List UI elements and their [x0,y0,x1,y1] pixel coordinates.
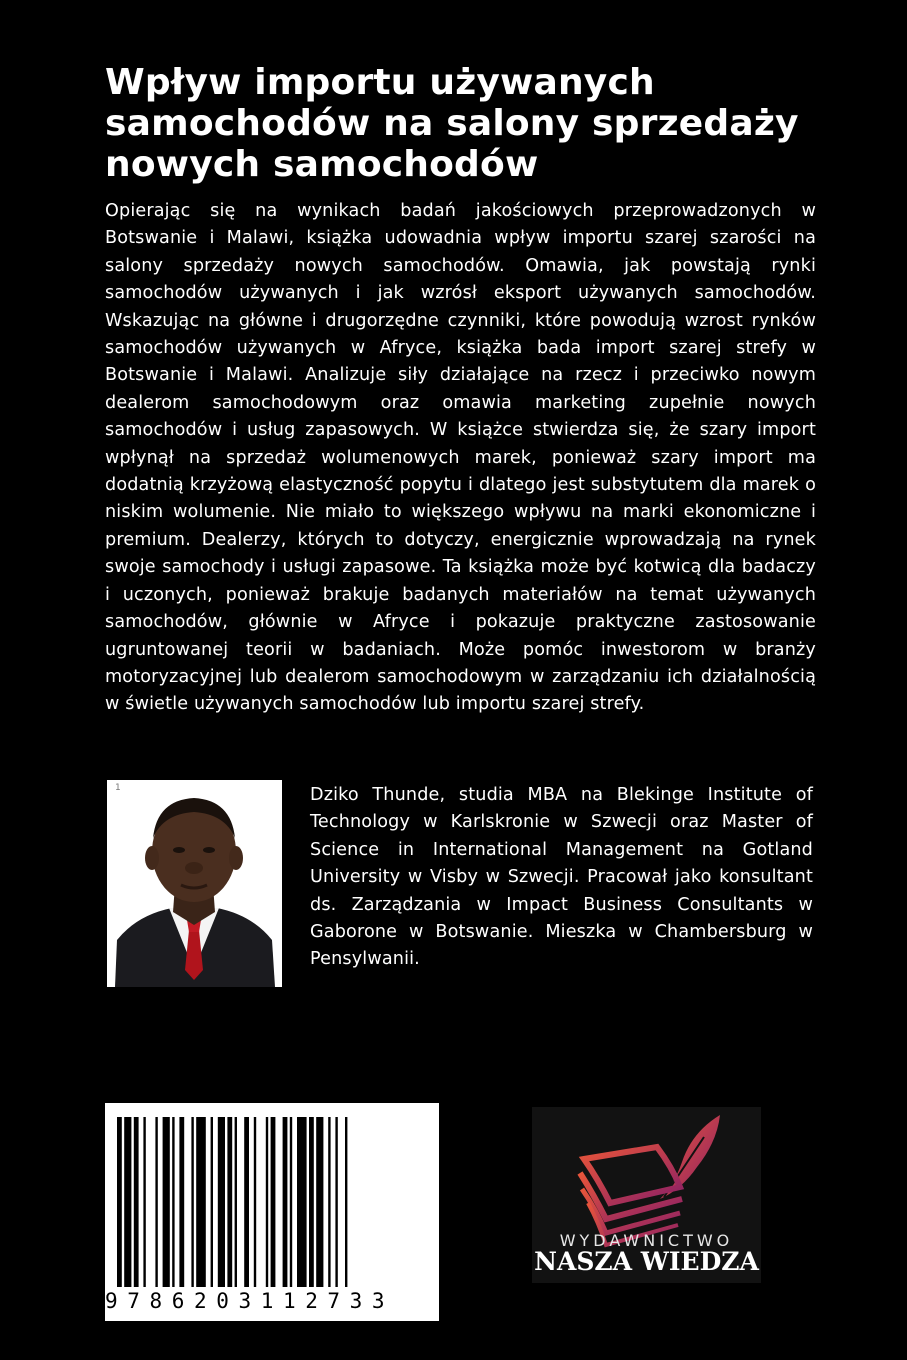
publisher-logo [532,1107,761,1283]
barcode-bar [235,1117,237,1287]
author-portrait-image [107,780,282,987]
barcode-bar [163,1117,170,1287]
photo-mark: 1 [115,783,121,793]
book-title: Wpływ importu używanych samochodów na salony sprzedaży nowych samochodów [105,62,799,185]
barcode-bar [244,1117,249,1287]
book-description: Opierając się na wynikach badań jakościowych przeprowadzonych w Botswanie i Malawi, książka udowadnia wpływ importu szarej szarości na salony sprzedaży nowych samochodów. Omawia, jak powstają rynki samochodów używanych i jak wzrósł eksport używanych samochodów. Wskazując na główne i drugorzędne czynniki, które powodują wzrost rynków samochodów używanych w Afryce, książka bada import szarej strefy w Botswanie i Malawi. Analizuje siły działające na rzecz i przeciwko nowym dealerom samochodowym oraz omawia marketing zupełnie nowych samochodów i usług zapasowych. W książce stwierdza się, że szary import wpłynął na sprzedaż wolumenowych marek, ponieważ szary import ma dodatnią krzyżową elastyczność popytu i dlatego jest substytutem dla marek o niskim wolumenie. Nie miało to większego wpływu na marki ekonomiczne i premium. Dealerzy, których to dotyczy, energicznie wprowadzają na rynek swoje samochody i usługi zapasowe. Ta książka może być kotwicą dla badaczy i uczonych, ponieważ brakuje badanych materiałów na temat używanych samochodów, głównie w Afryce i pokazuje praktyczne zastosowanie ugruntowanej teorii w badaniach. Może pomóc inwestorom w branży motoryzacyjnej lub dealerom samochodowym w zarządzaniu ich działalnością w świetle używanych samochodów lub importu szarej strefy. [105,201,816,715]
publisher-name: NASZA WIEDZA [534,1247,759,1276]
barcode-bar [283,1117,288,1287]
barcode-bar [191,1117,193,1287]
author-bio: Dziko Thunde, studia MBA na Blekinge Institute of Technology w Karlskronie w Szwecji oraz Master of Science in International Management na Gotland University w Visby w Szwecji. Pracował jako konsultant ds. Zarządzania w Impact Business Consultants w Gaborone w Botswanie. Mieszka w Chambersburg w Pensylwanii. [310,785,813,970]
barcode-bar [211,1117,213,1287]
barcode-bar [196,1117,206,1287]
barcode-bar [179,1117,184,1287]
barcode-bar [345,1117,347,1287]
barcode-bar [335,1117,337,1287]
barcode-bar [124,1117,131,1287]
barcode-bar [143,1117,145,1287]
barcode-bar [271,1117,276,1287]
author-photo [107,780,282,987]
barcode-bar [254,1117,256,1287]
barcode-bar [117,1117,122,1287]
barcode-bar [316,1117,323,1287]
barcode-bar [290,1117,292,1287]
publisher-label: WYDAWNICTWO [559,1231,734,1250]
isbn-barcode [105,1103,439,1321]
barcode-bar [134,1117,139,1287]
barcode-bar [297,1117,307,1287]
barcode-bar [266,1117,268,1287]
barcode-bar [328,1117,330,1287]
barcode-bar [227,1117,232,1287]
barcode-bar [309,1117,314,1287]
barcode-bar [218,1117,225,1287]
barcode-bar [172,1117,174,1287]
barcode-digits: 9786203112733 [105,1289,395,1313]
barcode-bar [155,1117,157,1287]
